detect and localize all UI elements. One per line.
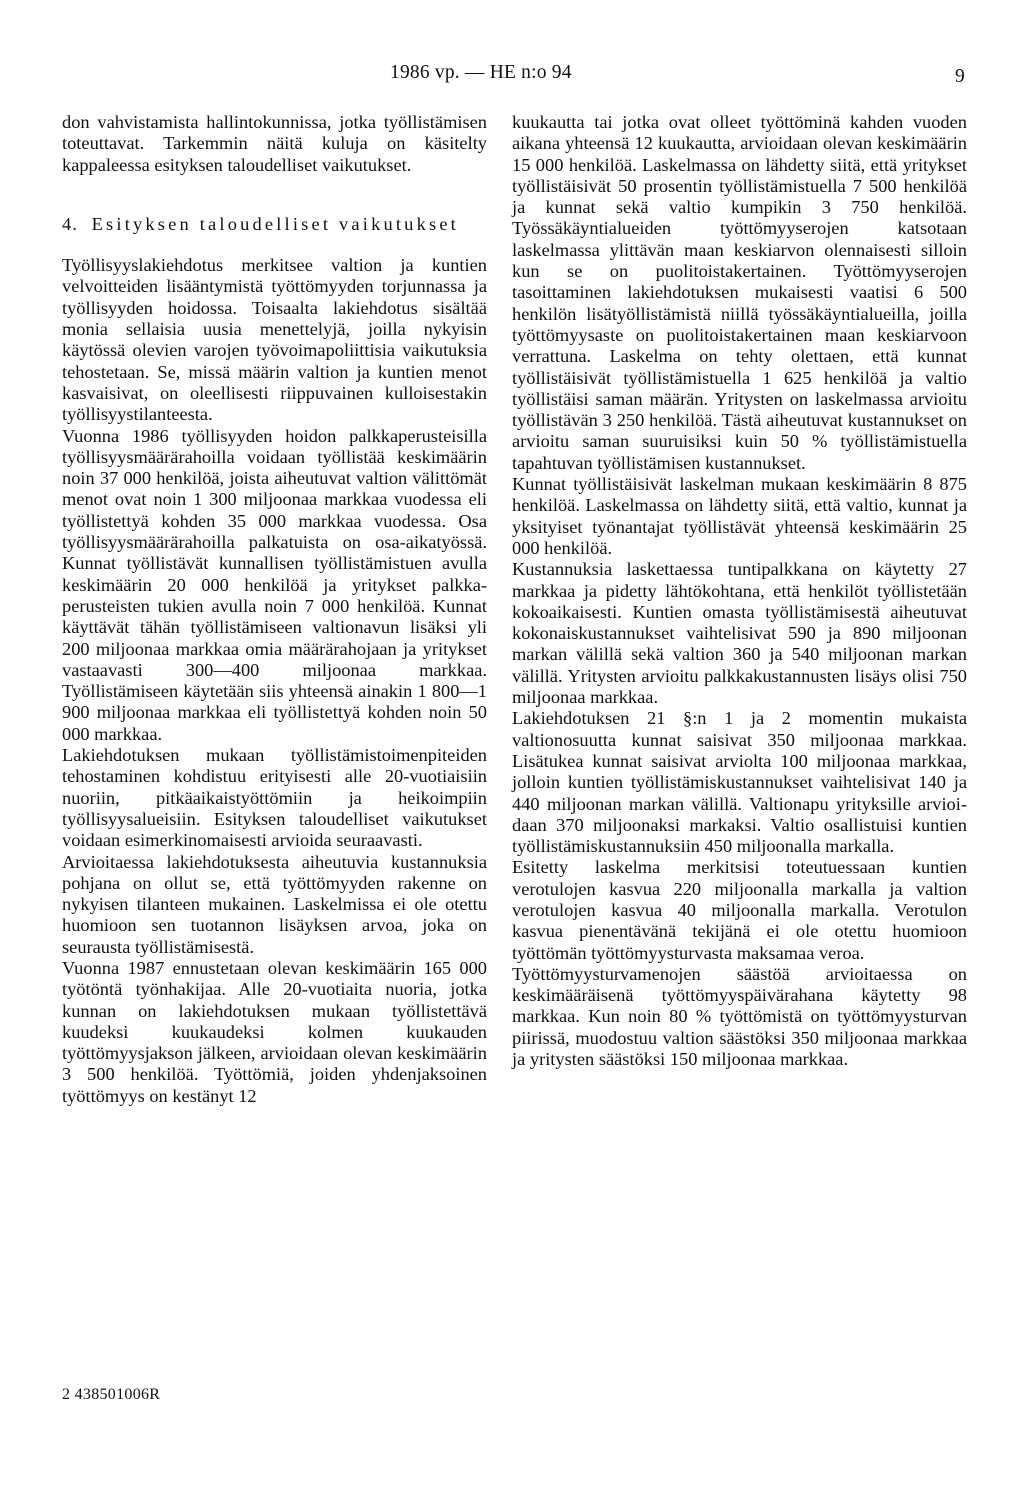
section-number: 4. — [62, 213, 78, 234]
footer-code: 2 438501006R — [62, 1386, 161, 1403]
paragraph: Vuonna 1986 työllisyyden hoidon palkkaperusteisilla työllisyysmäärärahoilla voidaan työllistää keskimäärin noin 37 000 henkilöä, joista aiheutuvat valtion välittömät menot ovat noin 1 300 miljoonaa markkaa vuodessa eli työllistettyä kohden 35 000 markkaa vuodessa. Osa työllisyysmäärärahoilla palkatuista on osa-aikatyössä. Kunnat työllistävät kunnallisen työllistämistuen avulla keskimäärin 20 000 henkilöä ja yritykset palkkaperusteisten tukien avulla noin 7 000 henkilöä. Kunnat käyttävät tähän työllistämiseen valtionavun lisäksi yli 200 miljoonaa markkaa omia määrärahojaan ja yritykset vastaavasti 300—400 miljoonaa markkaa. Työllistämiseen käytetään siis yhteensä ainakin 1 800—1 900 miljoonaa markkaa eli työllistettyä kohden noin 50 000 markkaa. — [62, 425, 487, 744]
paragraph: Työllisyyslakiehdotus merkitsee valtion ja kuntien velvoitteiden lisääntymistä työttömyyden torjunnassa ja työllisyyden hoidossa. Toisaalta lakiehdotus sisältää monia sellaisia uusia menettelyjä, joilla nykyisin käytössä olevien varojen työvoimapoliittisia vaikutuksia tehostetaan. Se, missä määrin valtion ja kuntien menot kasvaisivat, on oleellisesti riippuvainen kulloisestakin työllisyystilanteesta. — [62, 255, 487, 425]
paragraph: Kunnat työllistäisivät laskelman mukaan keskimäärin 8 875 henkilöä. Laskelmassa on lähdetty siitä, että valtio, kunnat ja yksityiset työnantajat työllistävät yhteensä keskimäärin 25 000 henkilöä. — [512, 474, 967, 558]
page-header — [0, 62, 1024, 92]
paragraph: kuukautta tai jotka ovat olleet työttöminä kahden vuoden aikana yhteensä 12 kuukautta, arvioidaan olevan keskimäärin 15 000 henkilöä. Laskelmassa on lähdetty siitä, että yritykset työllistäisivät 50 prosentin työllistämistuella 7 500 henkilöä ja kunnat sekä valtio kumpikin 3 750 henkilöä. Työssäkäyntialueiden työttömyyserojen katsotaan laskelmassa ylittävän maan keskiarvon olennaisesti silloin kun se on puolitoistakertainen. Työttömyyserojen tasoittaminen lakiehdotuksen mukaisesti vaatisi 6 500 henkilön lisätyöllistämistä niillä työssäkäyntialueilla, joilla työttömyysaste on puolitoistakertainen maan keskiarvoon verrattuna. Laskelma on tehty olettaen, että kunnat työllistäisivät työllistämistuella 1 625 henkilöä ja valtio työllistäisi saman määrän. Yritysten on laskelmassa arvioitu työllistävän 3 250 henkilöä. Tästä aiheutuvat kustannukset on arvioitu saman suuruisiksi kuin 50 % työllistämistuella tapahtuvan työllistämisen kustannukset. — [512, 112, 967, 473]
paragraph: Työttömyysturvamenojen säästöä arvioitaessa on keskimääräisenä työttömyyspäivärahana käytetty 98 markkaa. Kun noin 80 % työttömistä on työttömyysturvan piirissä, muodostuu valtion säästöksi 350 miljoonaa markkaa ja yritysten säästöksi 150 miljoonaa markkaa. — [512, 963, 967, 1070]
running-head: 1986 vp. — HE n:o 94 — [390, 62, 572, 83]
paragraph: Vuonna 1987 ennustetaan olevan keskimäärin 165 000 työtöntä työnhakijaa. Alle 20-vuotiaita nuoria, jotka kunnan on lakiehdotuksen mukaan työllistettävä kuudeksi kuukaudeksi kolmen kuukauden työttömyysjakson jälkeen, arvioidaan olevan keskimäärin 3 500 henkilöä. Työttömiä, joiden yhdenjaksoinen työttömyys on kestänyt 12 — [62, 957, 487, 1106]
paragraph: don vahvistamista hallintokunnissa, jotka työllistämisen toteuttavat. Tarkemmin näitä kuluja on käsitelty kappaleessa esityksen taloudelliset vaikutukset. — [62, 112, 487, 175]
section-heading — [62, 214, 487, 235]
section-title: Esityksen taloudelliset vaikutukset — [91, 213, 459, 234]
paragraph: Esitetty laskelma merkitsisi toteutuessaan kuntien verotulojen kasvua 220 miljoonalla markalla ja valtion verotulojen kasvua 40 miljoonalla markalla. Verotulon kasvua pienentävänä tekijänä ei ole otettu huomioon työttömän työttömyysturvasta maksamaa veroa. — [512, 857, 967, 963]
paragraph: Lakiehdotuksen mukaan työllistämistoimenpiteiden tehostaminen kohdistuu erityisesti alle 20-vuotiaisiin nuoriin, pitkäaikaistyöttömiin ja heikoimpiin työllisyysalueisiin. Esityksen taloudelliset vaikutukset voidaan esimerkinomaisesti arvioida seuraavasti. — [62, 745, 487, 851]
page-number: 9 — [955, 66, 965, 87]
paragraph: Arvioitaessa lakiehdotuksesta aiheutuvia kustannuksia pohjana on ollut se, että työttömyyden rakenne on nykyisen tilanteen mukainen. Laskelmissa ei ole otettu huomioon sen tuotannon lisäyksen arvoa, joka on seurausta työllistämisestä. — [62, 851, 487, 957]
paragraph: Kustannuksia laskettaessa tuntipalkkana on käytetty 27 markkaa ja pidetty lähtökohtana, että henkilöt työllistetään kokoaikaisesti. Kuntien omasta työllistämisestä aiheutuvat kokonaiskustannukset vaihtelisivat 590 ja 890 miljoonan markan välillä sekä valtion 360 ja 540 miljoonan markan välillä. Yritysten arvioitu palkkakustannusten lisäys olisi 750 miljoonaa markkaa. — [512, 559, 967, 708]
right-column — [512, 112, 967, 1070]
left-column — [62, 112, 487, 1107]
paragraph: Lakiehdotuksen 21 §:n 1 ja 2 momentin mukaista valtionosuutta kunnat saisivat 350 miljoonaa markkaa. Lisätukea kunnat saisivat arviolta 100 miljoonaa markkaa, jolloin kuntien työllistämiskustannukset vaihtelisivat 140 ja 440 miljoonan markan välillä. Valtionapu yrityksille arvioidaan 370 miljoonaksi markaksi. Valtio osallistuisi kuntien työllistämiskustannuksiin 450 miljoonalla markalla. — [512, 708, 967, 857]
